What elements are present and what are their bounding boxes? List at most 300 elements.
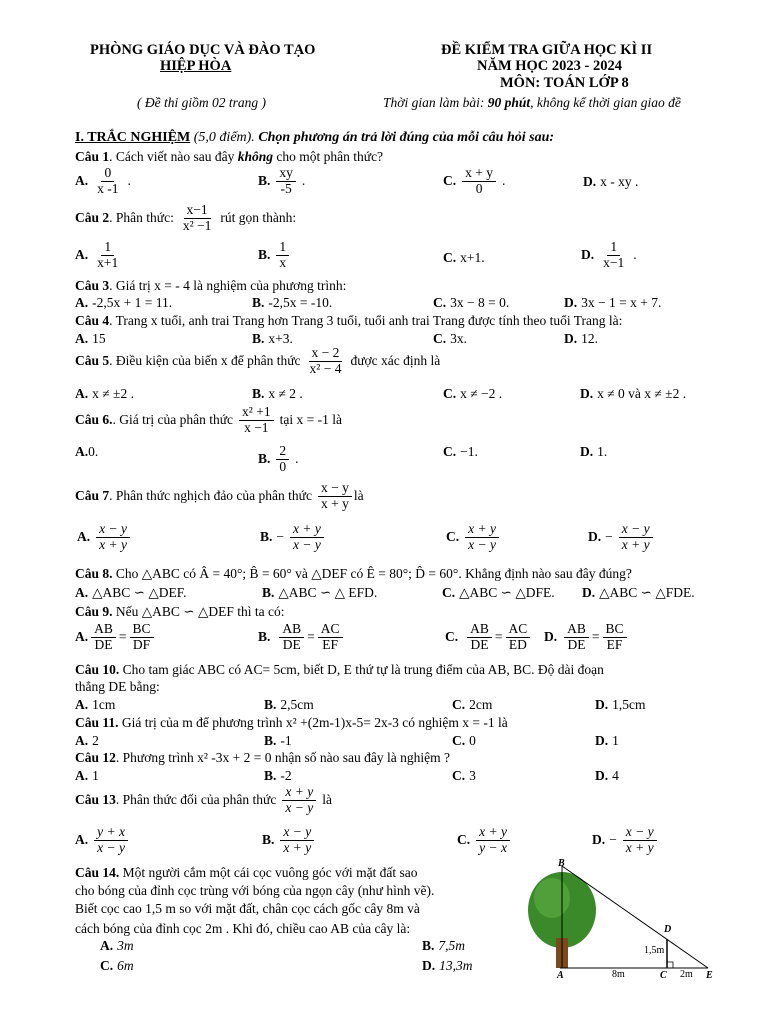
q13-d-sign: −: [609, 832, 617, 848]
q3-option-c: [433, 295, 509, 311]
q7-c-fraction: [465, 522, 499, 553]
q12-d-text: 4: [612, 768, 619, 783]
q7-d-label: D.: [588, 529, 602, 545]
q2-option-d: [581, 240, 637, 271]
q3-d-text: 3x − 1 = x + 7.: [581, 295, 662, 310]
q9-a-frac2: [130, 622, 154, 653]
q9-c-frac2: [506, 622, 531, 653]
q2-d-num: 1: [607, 240, 620, 256]
question-9: [75, 604, 284, 620]
q2-den: x² −1: [182, 217, 212, 233]
q8-b-label: B.: [262, 585, 275, 600]
q7-b-fraction: [290, 522, 324, 553]
q11-option-b: [264, 733, 292, 749]
q2-b-label: B.: [258, 247, 271, 263]
q13-den: x − y: [285, 799, 314, 815]
q7-pre: . Phân thức nghịch đảo của phân thức: [109, 488, 312, 504]
q14-a-text: 3m: [117, 938, 134, 953]
subject: MÔN: TOÁN LỚP 8: [500, 75, 629, 91]
q6-post: tại x = -1 là: [279, 412, 342, 428]
q5-option-c: [443, 386, 502, 402]
question-11: [75, 715, 508, 731]
q11-b-label: B.: [264, 733, 277, 748]
q9-d1-num: AB: [564, 622, 589, 638]
q9-option-d: [544, 622, 629, 653]
q10-a-text: 1cm: [92, 697, 116, 712]
q10-a-label: A.: [75, 697, 89, 712]
q5-a-label: A.: [75, 386, 89, 401]
q1-pre: . Cách viết nào sau đây: [109, 149, 238, 164]
q2-post: rút gọn thành:: [220, 210, 297, 226]
q11-d-text: 1: [612, 733, 619, 748]
q9-c1-den: DE: [470, 636, 489, 652]
q13-d-den: x + y: [625, 839, 654, 855]
q7-d-fraction: [619, 522, 653, 553]
q12-text: . Phương trình x² -3x + 2 = 0 nhận số nào sau đây là nghiệm ?: [115, 750, 450, 765]
q4-d-label: D.: [564, 331, 578, 346]
q4-option-a: [75, 331, 106, 347]
q14-d-text: 13,3m: [439, 958, 473, 973]
q9-d2-num: BC: [603, 622, 627, 638]
label-b: B: [558, 858, 565, 869]
q9-option-c: [445, 622, 532, 653]
q6-c-text: −1.: [460, 444, 478, 459]
q13-option-a: [75, 825, 130, 856]
q11-option-d: [595, 733, 619, 749]
label-stake-height: 1,5m: [644, 945, 665, 956]
q10-option-a: [75, 697, 115, 713]
q7-c-label: C.: [446, 529, 460, 545]
q4-d-text: 12.: [581, 331, 598, 346]
q9-b2-den: EF: [322, 636, 339, 652]
q13-a-fraction: [94, 825, 128, 856]
q7-d-den: x + y: [621, 536, 650, 552]
time-note: [383, 95, 681, 111]
q7-den: x + y: [320, 495, 349, 511]
q3-a-text: -2,5x + 1 = 11.: [92, 295, 173, 310]
q1-a-num: 0: [101, 166, 114, 182]
q14-option-a: [100, 938, 134, 954]
q6-num: x² +1: [239, 405, 274, 421]
label-e: E: [706, 970, 713, 980]
q6-b-num: 2: [276, 444, 289, 460]
section-points: (5,0 điểm).: [190, 130, 259, 145]
q4-a-text: 15: [92, 331, 106, 346]
q1-c-tail: .: [502, 173, 506, 189]
label-a: A: [557, 970, 564, 980]
section-heading: [75, 130, 554, 146]
q2-option-a: [75, 240, 123, 271]
q2-num: x−1: [184, 203, 211, 219]
q5-fraction: [307, 346, 345, 377]
q10-option-c: [452, 697, 492, 713]
q12-b-label: B.: [264, 768, 277, 783]
q2-label: Câu 2: [75, 210, 110, 226]
q8-a-text: △ABC ∽ △DEF.: [92, 585, 187, 600]
q11-a-label: A.: [75, 733, 89, 748]
q11-text: Giá trị của m để phương trình x² +(2m-1)x-5= 2x-3 có nghiệm x = -1 là: [118, 715, 508, 730]
q7-b-sign: −: [276, 529, 285, 545]
school-district: HIỆP HÒA: [160, 58, 232, 74]
q3-label: Câu 3: [75, 278, 110, 293]
q8-d-text: △ABC ∽ △FDE.: [599, 585, 695, 600]
q5-den: x² − 4: [309, 360, 342, 376]
q1-label: Câu 1: [75, 149, 110, 164]
question-5: [75, 346, 440, 377]
time-duration: 90 phút: [487, 95, 531, 110]
q5-option-b: [252, 386, 303, 402]
question-2: [75, 203, 296, 234]
question-12: [75, 750, 450, 766]
q13-c-num: x + y: [476, 825, 510, 841]
q5-post: được xác định là: [350, 353, 441, 369]
q3-option-b: [252, 295, 332, 311]
q14-option-d: [422, 958, 473, 974]
q12-d-label: D.: [595, 768, 609, 783]
label-d: D: [664, 924, 672, 935]
school-department: PHÒNG GIÁO DỤC VÀ ĐÀO TẠO: [90, 42, 316, 58]
q5-b-label: B.: [252, 386, 265, 401]
q2-b-num: 1: [276, 240, 289, 256]
q9-c-frac1: [467, 622, 492, 653]
q3-a-label: A.: [75, 295, 89, 310]
q2-a-den: x+1: [97, 254, 119, 270]
q11-option-a: [75, 733, 99, 749]
q9-d-frac2: [603, 622, 627, 653]
q3-b-text: -2,5x = -10.: [268, 295, 333, 310]
q11-d-label: D.: [595, 733, 609, 748]
question-3: [75, 278, 346, 294]
q13-a-num: y + x: [94, 825, 128, 841]
q4-label: Câu 4: [75, 313, 110, 328]
question-1: [75, 149, 383, 165]
q6-option-c: [443, 444, 478, 460]
q13-a-label: A.: [75, 832, 89, 848]
q9-c-label: C.: [445, 629, 459, 645]
q5-c-text: x ≠ −2 .: [460, 386, 503, 401]
exam-title: ĐỀ KIỂM TRA GIỮA HỌC KÌ II: [441, 42, 653, 58]
q10-label: Câu 10.: [75, 662, 120, 677]
q10-text1: Cho tam giác ABC có AC= 5cm, biết D, E thứ tự là trung điểm của AB, BC. Độ dài đoạn: [119, 662, 604, 677]
q5-option-d: [580, 386, 686, 402]
q1-a-fraction: [94, 166, 121, 197]
q13-c-label: C.: [457, 832, 471, 848]
q5-d-label: D.: [580, 386, 594, 401]
q6-label: Câu 6.: [75, 412, 113, 428]
q9-a2-den: DF: [132, 636, 151, 652]
q2-a-label: A.: [75, 247, 89, 263]
q14-b-text: 7,5m: [438, 938, 466, 953]
q1-c-den: 0: [475, 180, 483, 196]
q10-c-label: C.: [452, 697, 466, 712]
q9-b-frac2: [318, 622, 343, 653]
q14-c-text: 6m: [117, 958, 134, 973]
q8-d-label: D.: [582, 585, 596, 600]
question-8: [75, 566, 632, 582]
q14-line1: Một người cắm một cái cọc vuông góc với mặt đất sao: [119, 865, 418, 880]
label-c: C: [660, 970, 667, 980]
q12-c-label: C.: [452, 768, 466, 783]
q4-a-label: A.: [75, 331, 89, 346]
q8-a-label: A.: [75, 585, 89, 600]
q6-pre: . Giá trị của phân thức: [112, 412, 234, 428]
question-7: [75, 481, 364, 512]
q2-d-den: x−1: [603, 254, 625, 270]
q10-option-b: [264, 697, 314, 713]
q13-b-den: x + y: [283, 839, 312, 855]
q3-d-label: D.: [564, 295, 578, 310]
right-angle-mark: [667, 962, 673, 968]
q8-option-d: [582, 585, 695, 601]
time-post: , không kể thời gian giao đề: [530, 95, 681, 110]
q7-a-label: A.: [77, 529, 91, 545]
q10-d-text: 1,5cm: [612, 697, 646, 712]
q1-d-text: x - xy .: [600, 174, 639, 189]
q13-c-den: y − x: [479, 839, 507, 855]
q1-d-label: D.: [583, 174, 597, 189]
q13-option-b: [262, 825, 316, 856]
q9-d1-den: DE: [567, 636, 586, 652]
q4-option-c: [433, 331, 467, 347]
q14-a-label: A.: [100, 938, 114, 953]
q9-option-b: [258, 622, 345, 653]
q2-option-b: [258, 240, 291, 271]
q9-b-label: B.: [258, 629, 271, 645]
q5-option-a: [75, 386, 134, 402]
q9-label: Câu 9.: [75, 604, 113, 619]
q13-fraction: [282, 785, 316, 816]
q9-d-eq: =: [591, 629, 600, 645]
label-ac-length: 8m: [612, 969, 625, 980]
q1-c-num: x + y: [462, 166, 496, 182]
q9-b2-num: AC: [318, 622, 343, 638]
q5-label: Câu 5: [75, 353, 110, 369]
q5-pre: . Điều kiện của biến x để phân thức: [109, 353, 301, 369]
q1-a-label: A.: [75, 173, 89, 189]
q10-option-d: [595, 697, 646, 713]
q1-c-label: C.: [443, 173, 457, 189]
q9-option-a: [75, 622, 156, 653]
q13-option-d: [592, 825, 659, 856]
q9-c2-den: ED: [508, 636, 527, 652]
section-title: I. TRẮC NGHIỆM: [75, 130, 191, 145]
q10-b-label: B.: [264, 697, 277, 712]
q14-line3: Biết cọc cao 1,5 m so với mặt đất, chân cọc cách gốc cây 8m và: [75, 901, 420, 916]
tree-shadow-figure: [510, 858, 720, 980]
q7-b-label: B.: [260, 529, 273, 545]
q8-c-label: C.: [442, 585, 456, 600]
q3-option-d: [564, 295, 661, 311]
q5-c-label: C.: [443, 386, 457, 401]
q9-b1-num: AB: [279, 622, 304, 638]
q3-c-label: C.: [433, 295, 447, 310]
q14-line2: cho bóng của đỉnh cọc trùng với bóng của ngọn cây (như hình vẽ).: [75, 883, 435, 898]
q11-option-c: [452, 733, 476, 749]
q4-option-d: [564, 331, 598, 347]
q14-label: Câu 14.: [75, 865, 120, 880]
q13-option-c: [457, 825, 512, 856]
q6-b-label: B.: [258, 451, 271, 467]
q13-b-num: x − y: [280, 825, 314, 841]
q6-fraction: [239, 405, 274, 436]
q7-b-num: x + y: [290, 522, 324, 538]
q9-b-eq: =: [307, 629, 315, 645]
q2-pre: . Phân thức:: [109, 210, 174, 226]
q7-a-num: x − y: [96, 522, 130, 538]
q7-c-den: x − y: [468, 536, 496, 552]
question-6: [75, 405, 342, 436]
q4-option-b: [252, 331, 293, 347]
q11-b-text: -1: [280, 733, 292, 748]
q2-d-fraction: [600, 240, 627, 271]
q2-d-label: D.: [581, 247, 595, 263]
q8-option-b: [262, 585, 377, 601]
time-pre: Thời gian làm bài:: [383, 95, 488, 110]
q12-a-label: A.: [75, 768, 89, 783]
q13-label: Câu 13: [75, 792, 116, 808]
q6-d-text: 1.: [597, 444, 608, 459]
q13-d-fraction: [623, 825, 657, 856]
q9-a-label: A.: [75, 629, 89, 645]
q6-c-label: C.: [443, 444, 457, 459]
q1-option-c: [443, 166, 505, 197]
school-year: NĂM HỌC 2023 - 2024: [477, 58, 622, 74]
q1-b-label: B.: [258, 173, 271, 189]
q7-option-d: [588, 522, 655, 553]
q1-option-d: [583, 174, 638, 190]
q7-option-c: [446, 522, 501, 553]
q5-a-text: x ≠ ±2 .: [92, 386, 134, 401]
q10-c-text: 2cm: [469, 697, 493, 712]
q9-a1-num: AB: [91, 622, 116, 638]
q3-text: . Giá trị x = - 4 là nghiệm của phương trình:: [109, 278, 347, 293]
q12-option-d: [595, 768, 619, 784]
q10-text2: thẳng DE bằng:: [75, 679, 160, 694]
q1-option-b: [258, 166, 305, 197]
q8-option-a: [75, 585, 187, 601]
q11-c-text: 0: [469, 733, 476, 748]
q11-c-label: C.: [452, 733, 466, 748]
q12-c-text: 3: [469, 768, 476, 783]
q13-d-label: D.: [592, 832, 606, 848]
q7-c-num: x + y: [465, 522, 499, 538]
q2-option-c: [443, 250, 485, 266]
q1-a-den: x -1: [97, 180, 119, 196]
q9-d-label: D.: [544, 629, 558, 645]
q1-b-num: xy: [276, 166, 296, 182]
q12-option-c: [452, 768, 476, 784]
q9-b1-den: DE: [282, 636, 301, 652]
q7-b-den: x − y: [293, 536, 321, 552]
q14-line4: cách bóng của đỉnh cọc 2m . Khi đó, chiều cao AB của cây là:: [75, 921, 411, 936]
q13-post: là: [322, 792, 332, 808]
q6-option-d: [580, 444, 607, 460]
q1-b-tail: .: [301, 173, 306, 189]
q7-fraction: [318, 481, 352, 512]
q14-d-label: D.: [422, 958, 436, 973]
q9-b-frac1: [279, 622, 304, 653]
q9-a2-num: BC: [130, 622, 154, 638]
q4-b-text: x+3.: [268, 331, 293, 346]
q6-option-a: [75, 444, 98, 460]
q8-text: Cho △ABC có Â = 40°; B̂ = 60° và △DEF có Ê = 80°; D̂ = 60°. Khẳng định nào sau đây đúng?: [112, 566, 632, 581]
q9-c-eq: =: [494, 629, 503, 645]
q2-c-label: C.: [443, 250, 457, 265]
q14-b-label: B.: [422, 938, 435, 953]
question-10: [75, 662, 604, 678]
q4-c-label: C.: [433, 331, 447, 346]
q12-label: Câu 12: [75, 750, 116, 765]
q1-emphasis: không: [237, 149, 274, 164]
q2-a-fraction: [94, 240, 121, 271]
q7-d-sign: −: [605, 529, 613, 545]
q6-b-tail: .: [295, 451, 299, 467]
q8-c-text: △ABC ∽ △DFE.: [459, 585, 555, 600]
q6-b-fraction: [276, 444, 289, 475]
q6-den: x −1: [244, 419, 269, 435]
q6-a-text: 0.: [88, 444, 99, 459]
q6-b-den: 0: [279, 458, 287, 474]
q9-c1-num: AB: [467, 622, 492, 638]
q12-option-a: [75, 768, 99, 784]
q7-d-num: x − y: [619, 522, 653, 538]
q5-num: x − 2: [309, 346, 343, 362]
q9-a-frac1: [91, 622, 116, 653]
q14-option-b: [422, 938, 465, 954]
q7-option-a: [77, 522, 132, 553]
q9-a-eq: =: [118, 629, 127, 645]
label-ce-length: 2m: [680, 969, 693, 980]
question-14: [75, 865, 418, 881]
tree-foliage-highlight: [534, 878, 570, 918]
q13-d-num: x − y: [623, 825, 657, 841]
q6-d-label: D.: [580, 444, 594, 459]
q1-post: cho một phân thức?: [273, 149, 384, 164]
q10-d-label: D.: [595, 697, 609, 712]
q4-text: . Trang x tuổi, anh trai Trang hơn Trang 3 tuổi, tuổi anh trai Trang được tính theo tuổi Trang là:: [109, 313, 623, 328]
question-4: [75, 313, 622, 329]
q9-d-frac1: [564, 622, 589, 653]
q7-post: là: [353, 488, 364, 504]
page-count-note: ( Đề thi giồm 02 trang ): [137, 95, 266, 110]
q7-label: Câu 7: [75, 488, 110, 504]
q5-d-text: x ≠ 0 và x ≠ ±2 .: [597, 386, 687, 401]
q11-a-text: 2: [92, 733, 99, 748]
q10-b-text: 2,5cm: [280, 697, 314, 712]
q14-option-c: [100, 958, 134, 974]
q9-a1-den: DE: [94, 636, 113, 652]
q9-d2-den: EF: [606, 636, 623, 652]
q1-b-fraction: [276, 166, 296, 197]
q9-c2-num: AC: [506, 622, 531, 638]
q13-c-fraction: [476, 825, 510, 856]
q2-c-text: x+1.: [460, 250, 485, 265]
q7-num: x − y: [318, 481, 352, 497]
q14-c-label: C.: [100, 958, 114, 973]
q1-b-den: -5: [280, 180, 292, 196]
q1-a-tail: .: [127, 173, 131, 189]
q3-b-label: B.: [252, 295, 265, 310]
q1-option-a: [75, 166, 131, 197]
q13-b-fraction: [280, 825, 314, 856]
q8-option-c: [442, 585, 555, 601]
q2-fraction: [180, 203, 215, 234]
section-instruction: Chọn phương án trả lời đúng của mỗi câu hỏi sau:: [258, 130, 555, 145]
q6-option-b: [258, 444, 299, 475]
q6-a-label: A.: [75, 444, 89, 459]
q12-b-text: -2: [280, 768, 292, 783]
q2-b-den: x: [279, 254, 287, 270]
